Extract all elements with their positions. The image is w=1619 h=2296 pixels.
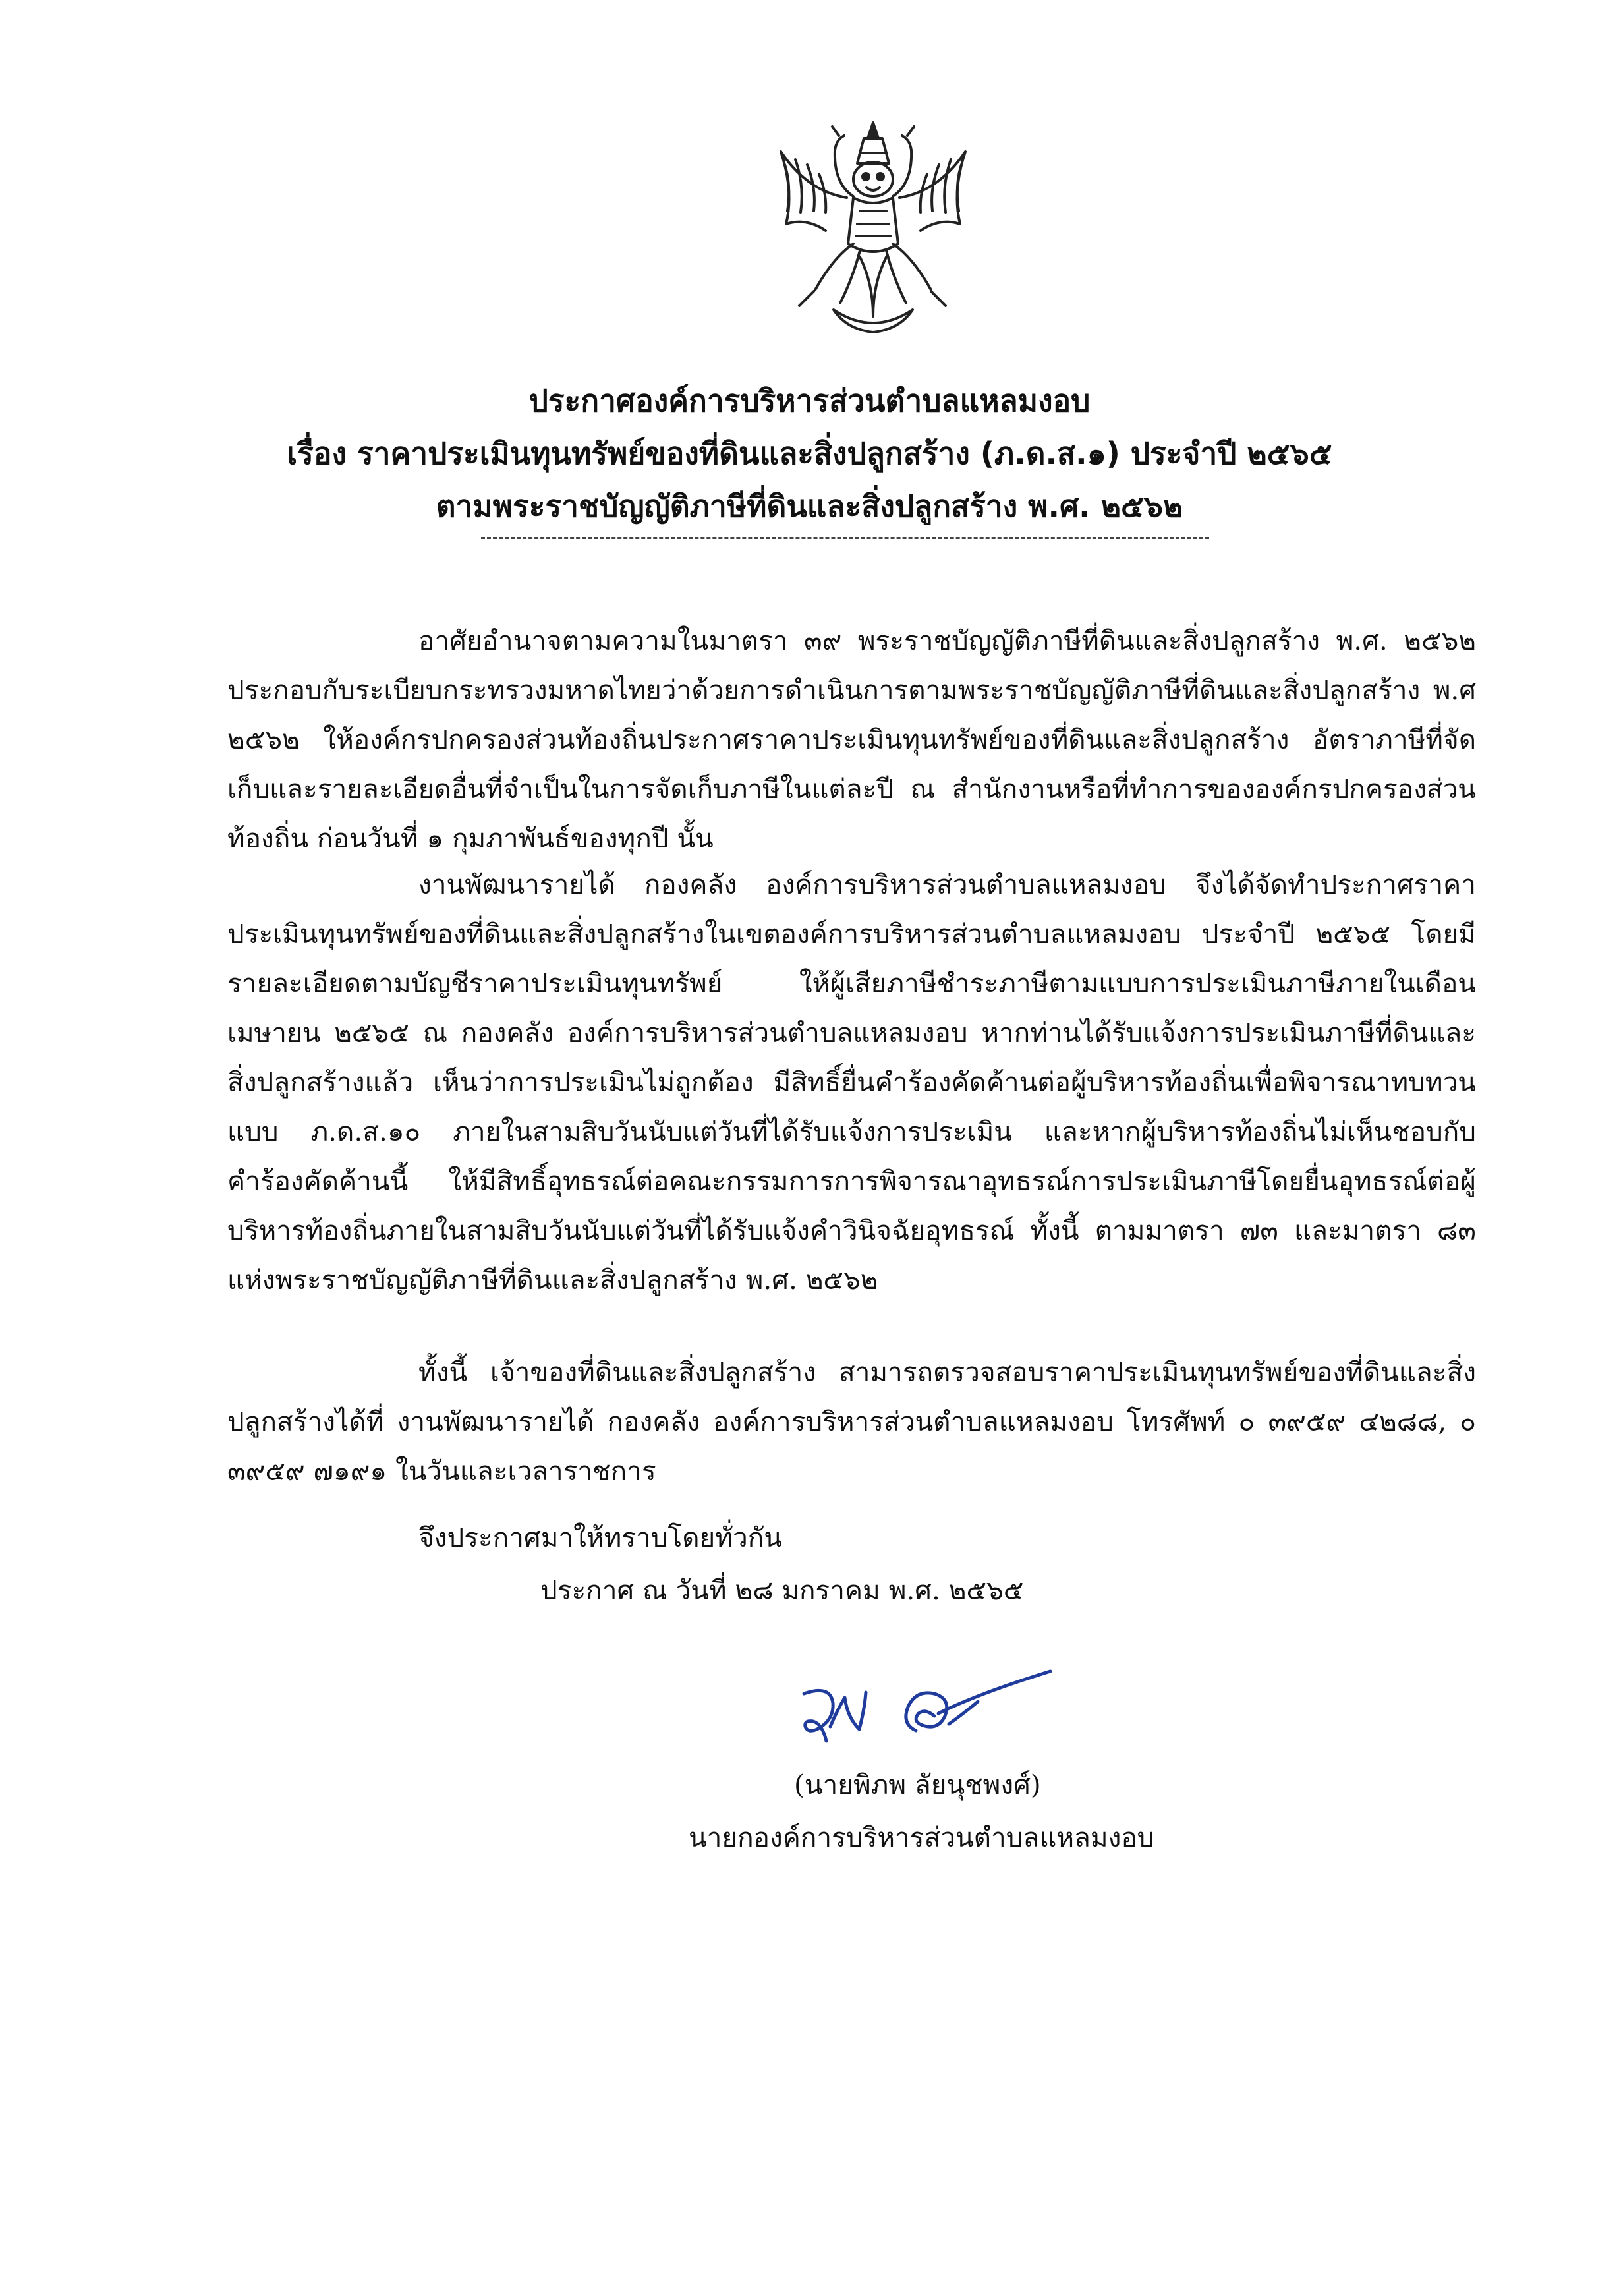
body-paragraph-1: อาศัยอำนาจตามความในมาตรา ๓๙ พระราชบัญญัติภาษีที่ดินและสิ่งปลูกสร้าง พ.ศ. ๒๕๖๒ ประกอบกับระเบียบกระทรวงมหาดไทยว่าด้วยการดำเนินการตามพระราชบัญญัติภาษีที่ดินและสิ่งปลูกสร้าง พ.ศ ๒๕๖๒ ให้องค์กรปกครองส่วนท้องถิ่นประกาศราคาประเมินทุนทรัพย์ของที่ดินและสิ่งปลูกสร้าง อัตราภาษีที่จัดเก็บและรายละเอียดอื่นที่จำเป็นในการจัดเก็บภาษีในแต่ละปี ณ สำนักงานหรือที่ทำการขององค์กรปกครองส่วนท้องถิ่น ก่อนวันที่ ๑ กุมภาพันธ์ของทุกปี นั้น <box>227 625 1476 854</box>
announcement-act-reference: ตามพระราชบัญญัติภาษีที่ดินและสิ่งปลูกสร้าง พ.ศ. ๒๕๖๒ <box>436 488 1183 524</box>
announcement-date: ประกาศ ณ วันที่ ๒๘ มกราคม พ.ศ. ๒๕๖๕ <box>540 1574 1024 1606</box>
header-divider <box>481 537 1209 539</box>
handwritten-signature-icon <box>791 1667 1067 1746</box>
closing-statement: จึงประกาศมาให้ทราบโดยทั่วกัน <box>418 1522 782 1553</box>
body-paragraph-3: ทั้งนี้ เจ้าของที่ดินและสิ่งปลูกสร้าง สามารถตรวจสอบราคาประเมินทุนทรัพย์ของที่ดินและสิ่งปลูกสร้างได้ที่ งานพัฒนารายได้ กองคลัง องค์การบริหารส่วนตำบลแหลมงอบ โทรศัพท์ ๐ ๓๙๕๙ ๔๒๘๘, ๐ ๓๙๕๙ ๗๑๙๑ ในวันและเวลาราชการ <box>227 1356 1476 1487</box>
announcement-subject: เรื่อง ราคาประเมินทุนทรัพย์ของที่ดินและสิ่งปลูกสร้าง (ภ.ด.ส.๑) ประจำปี ๒๕๖๕ <box>287 436 1332 471</box>
garuda-emblem-icon <box>761 119 985 343</box>
announcement-title: ประกาศองค์การบริหารส่วนตำบลแหลมงอบ <box>528 383 1091 418</box>
body-paragraph-2: งานพัฒนารายได้ กองคลัง องค์การบริหารส่วนตำบลแหลมงอบ จึงได้จัดทำประกาศราคาประเมินทุนทรัพย์ของที่ดินและสิ่งปลูกสร้างในเขตองค์การบริหารส่วนตำบลแหลมงอบ ประจำปี ๒๕๖๕ โดยมีรายละเอียดตามบัญชีราคาประเมินทุนทรัพย์ ให้ผู้เสียภาษีชำระภาษีตามแบบการประเมินภาษีภายในเดือนเมษายน ๒๕๖๕ ณ กองคลัง องค์การบริหารส่วนตำบลแหลมงอบ หากท่านได้รับแจ้งการประเมินภาษีที่ดินและสิ่งปลูกสร้างแล้ว เห็นว่าการประเมินไม่ถูกต้อง มีสิทธิ์ยื่นคำร้องคัดค้านต่อผู้บริหารท้องถิ่นเพื่อพิจารณาทบทวนแบบ ภ.ด.ส.๑๐ ภายในสามสิบวันนับแต่วันที่ได้รับแจ้งการประเมิน และหากผู้บริหารท้องถิ่นไม่เห็นชอบกับคำร้องคัดค้านนี้ ให้มีสิทธิ์อุทธรณ์ต่อคณะกรรมการการพิจารณาอุทธรณ์การประเมินภาษีโดยยื่นอุทธรณ์ต่อผู้บริหารท้องถิ่นภายในสามสิบวันนับแต่วันที่ได้รับแจ้งคำวินิจฉัยอุทธรณ์ ทั้งนี้ ตามมาตรา ๗๓ และมาตรา ๘๓ แห่งพระราชบัญญัติภาษีที่ดินและสิ่งปลูกสร้าง พ.ศ. ๒๕๖๒ <box>227 869 1476 1296</box>
signer-name: (นายพิภพ ลัยนุชพงศ์) <box>794 1769 1041 1800</box>
signer-title: นายกองค์การบริหารส่วนตำบลแหลมงอบ <box>689 1822 1154 1853</box>
